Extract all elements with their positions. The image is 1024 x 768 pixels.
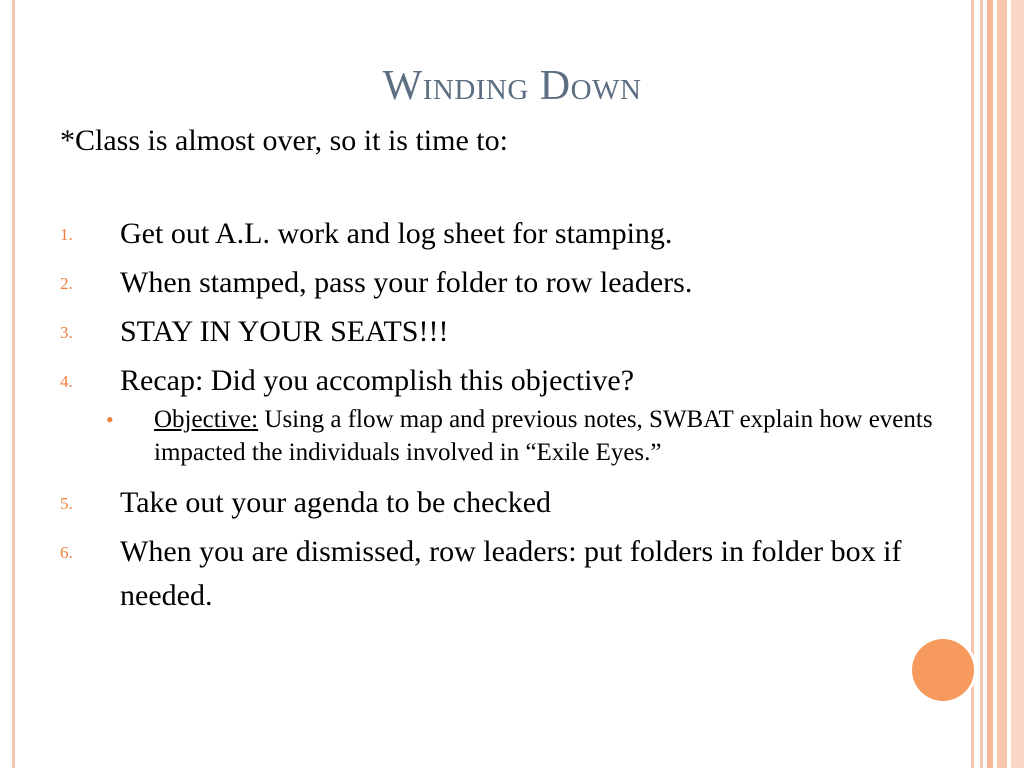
slide-title: Winding Down xyxy=(382,63,642,109)
objective-description: Using a flow map and previous notes, SWBAT explain how events impacted the individuals involved in “Exile Eyes.” xyxy=(154,406,933,466)
step-number: 3. xyxy=(60,323,73,342)
step-number: 6. xyxy=(60,543,73,562)
objective-label: Objective: xyxy=(154,406,259,433)
step-item xyxy=(60,310,950,354)
step-item xyxy=(60,481,950,525)
decorative-stripe xyxy=(987,0,993,768)
decorative-stripe xyxy=(997,0,1007,768)
slide-body xyxy=(60,118,950,623)
step-text: STAY IN YOUR SEATS!!! xyxy=(120,315,449,348)
step-item xyxy=(60,261,950,305)
step-text: When you are dismissed, row leaders: put folders in folder box if needed. xyxy=(120,535,902,612)
step-item xyxy=(60,212,950,256)
step-text: Take out your agenda to be checked xyxy=(120,486,552,519)
step-number: 4. xyxy=(60,372,73,391)
decorative-circle xyxy=(912,639,974,701)
spacer xyxy=(60,164,950,212)
step-number: 2. xyxy=(60,274,73,293)
objective-item xyxy=(60,403,950,469)
decorative-stripe xyxy=(980,0,983,768)
bullet-icon: • xyxy=(106,407,114,432)
decorative-stripe xyxy=(1011,0,1024,768)
step-text: Recap: Did you accomplish this objective? xyxy=(120,364,635,397)
step-text: Get out A.L. work and log sheet for stamping. xyxy=(120,217,673,250)
step-number: 1. xyxy=(60,225,73,244)
steps-list xyxy=(60,212,950,618)
step-text: When stamped, pass your folder to row leaders. xyxy=(120,266,693,299)
step-number: 5. xyxy=(60,494,73,513)
intro-text: *Class is almost over, so it is time to: xyxy=(60,124,508,157)
step-item xyxy=(60,530,950,618)
objective-text xyxy=(60,403,950,469)
step-item xyxy=(60,359,950,403)
